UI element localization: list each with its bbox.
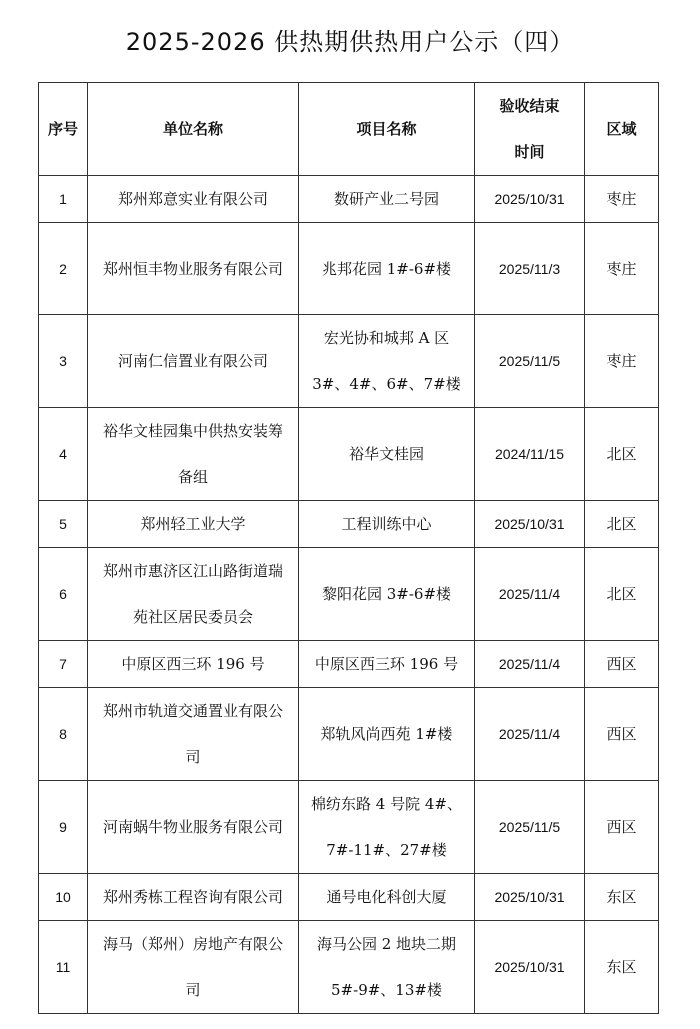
cell-date: 2025/11/3 <box>475 223 585 315</box>
table-row <box>39 781 659 874</box>
column-header-date: 验收结束时间 <box>475 83 585 176</box>
column-header-project: 项目名称 <box>299 83 475 176</box>
table-row <box>39 921 659 1014</box>
cell-date: 2025/11/4 <box>475 688 585 781</box>
cell-company: 郑州市轨道交通置业有限公司 <box>88 688 299 781</box>
cell-date: 2025/10/31 <box>475 501 585 548</box>
cell-project: 裕华文桂园 <box>299 408 475 501</box>
cell-project: 郑轨风尚西苑 1#楼 <box>299 688 475 781</box>
cell-project: 通号电化科创大厦 <box>299 874 475 921</box>
cell-project: 工程训练中心 <box>299 501 475 548</box>
cell-index: 9 <box>39 781 88 874</box>
column-header-region: 区域 <box>585 83 659 176</box>
cell-date: 2024/11/15 <box>475 408 585 501</box>
cell-region: 西区 <box>585 688 659 781</box>
cell-region: 北区 <box>585 548 659 641</box>
table-row <box>39 548 659 641</box>
cell-index: 5 <box>39 501 88 548</box>
cell-region: 东区 <box>585 874 659 921</box>
table-row <box>39 223 659 315</box>
cell-date: 2025/10/31 <box>475 176 585 223</box>
cell-company: 海马（郑州）房地产有限公司 <box>88 921 299 1014</box>
cell-project: 兆邦花园 1#-6#楼 <box>299 223 475 315</box>
cell-company: 中原区西三环 196 号 <box>88 641 299 688</box>
column-header-index: 序号 <box>39 83 88 176</box>
cell-project: 中原区西三环 196 号 <box>299 641 475 688</box>
cell-region: 东区 <box>585 921 659 1014</box>
cell-date: 2025/11/4 <box>475 641 585 688</box>
heating-users-table <box>38 82 659 1014</box>
table-row <box>39 641 659 688</box>
cell-company: 郑州轻工业大学 <box>88 501 299 548</box>
page-title: 2025-2026 供热期供热用户公示（四） <box>125 28 575 56</box>
cell-project: 宏光协和城邦 A 区 3#、4#、6#、7#楼 <box>299 315 475 408</box>
cell-company: 郑州秀栋工程咨询有限公司 <box>88 874 299 921</box>
cell-region: 西区 <box>585 641 659 688</box>
cell-project: 棉纺东路 4 号院 4#、7#-11#、27#楼 <box>299 781 475 874</box>
cell-company: 河南仁信置业有限公司 <box>88 315 299 408</box>
table-row <box>39 408 659 501</box>
cell-index: 3 <box>39 315 88 408</box>
cell-region: 北区 <box>585 501 659 548</box>
cell-index: 8 <box>39 688 88 781</box>
table-row <box>39 501 659 548</box>
cell-region: 枣庄 <box>585 315 659 408</box>
cell-region: 枣庄 <box>585 176 659 223</box>
cell-index: 6 <box>39 548 88 641</box>
cell-date: 2025/10/31 <box>475 921 585 1014</box>
cell-region: 北区 <box>585 408 659 501</box>
cell-date: 2025/11/5 <box>475 781 585 874</box>
cell-date: 2025/11/5 <box>475 315 585 408</box>
cell-index: 7 <box>39 641 88 688</box>
cell-region: 枣庄 <box>585 223 659 315</box>
table-row <box>39 176 659 223</box>
table-row <box>39 874 659 921</box>
cell-date: 2025/11/4 <box>475 548 585 641</box>
cell-project: 黎阳花园 3#-6#楼 <box>299 548 475 641</box>
cell-index: 4 <box>39 408 88 501</box>
cell-date: 2025/10/31 <box>475 874 585 921</box>
cell-region: 西区 <box>585 781 659 874</box>
table-header-row <box>39 83 659 176</box>
cell-project: 海马公园 2 地块二期 5#-9#、13#楼 <box>299 921 475 1014</box>
cell-company: 郑州市惠济区江山路街道瑞苑社区居民委员会 <box>88 548 299 641</box>
cell-index: 2 <box>39 223 88 315</box>
table-row <box>39 315 659 408</box>
cell-company: 郑州郑意实业有限公司 <box>88 176 299 223</box>
cell-company: 河南蜗牛物业服务有限公司 <box>88 781 299 874</box>
cell-index: 10 <box>39 874 88 921</box>
cell-project: 数研产业二号园 <box>299 176 475 223</box>
cell-company: 郑州恒丰物业服务有限公司 <box>88 223 299 315</box>
cell-index: 11 <box>39 921 88 1014</box>
cell-company: 裕华文桂园集中供热安装筹备组 <box>88 408 299 501</box>
table-row <box>39 688 659 781</box>
column-header-company: 单位名称 <box>88 83 299 176</box>
cell-index: 1 <box>39 176 88 223</box>
